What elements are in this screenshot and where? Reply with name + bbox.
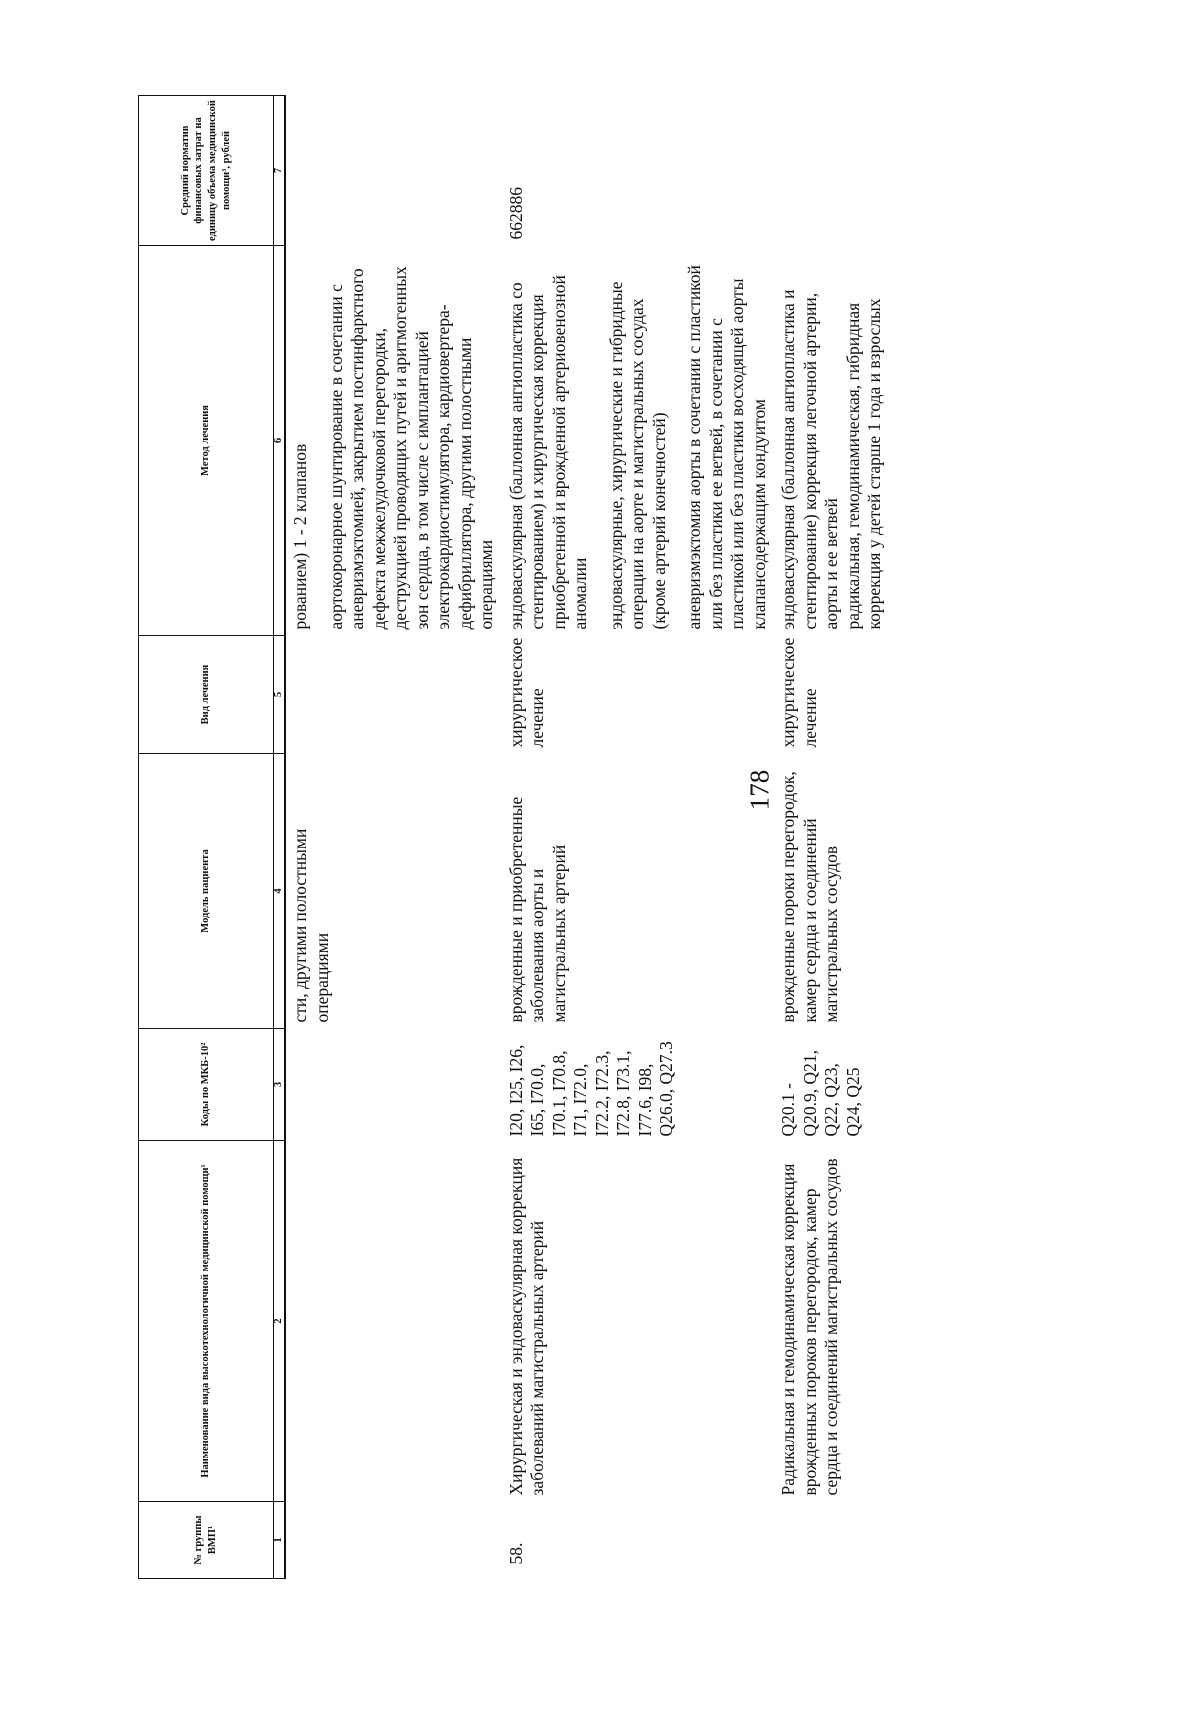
vmp-name: Радикальная и гемодинамическая коррекция врожденных пороков перегородок, камер сердца и соединений магистральных сосудов xyxy=(778,1158,841,1496)
icd-codes: Q20.1 - Q20.9, Q21, Q22, Q23, Q24, Q25 xyxy=(778,1049,863,1137)
column-number: 5 xyxy=(274,636,286,754)
treatment-method: эндоваскулярная (баллонная ангиопластика и стентирование) коррекция легочной артерии, аорты и ее ветвей xyxy=(778,289,841,630)
treatment-methods xyxy=(502,246,775,636)
column-number: 7 xyxy=(274,96,286,246)
cont-patient-model xyxy=(285,754,502,1029)
cont-method-cell xyxy=(285,246,502,636)
header-patient-model: Модель пациента xyxy=(139,754,274,1029)
patient-model: врожденные и приобретенные заболевания аорты и магистральных артерий xyxy=(505,796,569,1023)
table-row-next xyxy=(774,96,890,1579)
rotated-table-container xyxy=(138,96,1200,1579)
treatment-methods xyxy=(774,246,890,636)
header-treatment-type: Вид лечения xyxy=(139,636,274,754)
header-treatment-method: Метод лечения xyxy=(139,246,274,636)
treatment-type: хирургическое лечение xyxy=(505,637,547,748)
cont-method-text-2: аортокоронарное шунтирование в сочетании с аневризмэктомией, закрытием постинфарктного дефекта межжелудочковой перегородки, деструкцией проводящих путей и аритмогенных зон сердца, в том числе с имплантацией электрокардиостимулятора, кардиовертера-дефибриллятора, другими полостными операциями xyxy=(325,266,496,630)
vmp-name: Хирургическая и эндоваскулярная коррекция заболеваний магистральных артерий xyxy=(505,1157,547,1496)
treatment-method: радикальная, гемодинамическая, гибридная коррекция у детей старше 1 года и взрослых xyxy=(842,298,884,630)
treatment-type: хирургическое лечение xyxy=(778,637,820,748)
cont-method-text: рованием) 1 - 2 клапанов xyxy=(290,443,310,630)
header-cost: Средний норматив финансовых затрат на единицу объема медицинской помощи³, рублей xyxy=(139,96,274,246)
header-icd-codes: Коды по МКБ-10² xyxy=(139,1029,274,1141)
treatment-method: эндоваскулярная (баллонная ангиопластика со стентированием) и хирургическая коррекция приобретенной и врожденной артериовенозной аномалии xyxy=(505,275,590,630)
column-number: 3 xyxy=(274,1029,286,1141)
table-row-continuation xyxy=(285,96,502,1579)
column-number: 4 xyxy=(274,754,286,1029)
page-number: 178 xyxy=(744,769,775,811)
header-vmp-name: Наименование вида высокотехнологичной медицинской помощи¹ xyxy=(139,1141,274,1502)
treatment-method: эндоваскулярные, хирургические и гибридные операции на аорте и магистральных сосудах (кроме артерий конечностей) xyxy=(605,281,669,630)
cont-model-text: сти, другими полостными операциями xyxy=(290,828,332,1023)
table-header-row xyxy=(139,96,274,1579)
header-group-number: № группы ВМП¹ xyxy=(139,1502,274,1579)
average-cost: 662886 xyxy=(505,187,526,240)
column-number: 2 xyxy=(274,1141,286,1502)
column-number-row xyxy=(274,96,286,1579)
column-number: 1 xyxy=(274,1502,286,1579)
patient-model: врожденные пороки перегородок, камер сердца и соединений магистральных сосудов xyxy=(778,771,841,1023)
table-row-58 xyxy=(502,96,775,1579)
vmp-table xyxy=(138,95,890,1579)
icd-codes: I20, I25, I26, I65, I70.0, I70.1, I70.8, I71, I72.0, I72.2, I72.3, I72.8, I73.1, I77.6, I98, Q26.0, Q27.3 xyxy=(505,1041,676,1137)
treatment-method: аневризмэктомия аорты в сочетании с пластикой или без пластики ее ветвей, в сочетании с пластикой или без пластики восходящей аорты клапансодержащим кондуитом xyxy=(684,265,769,630)
group-number: 58. xyxy=(505,1542,526,1565)
column-number: 6 xyxy=(274,246,286,636)
